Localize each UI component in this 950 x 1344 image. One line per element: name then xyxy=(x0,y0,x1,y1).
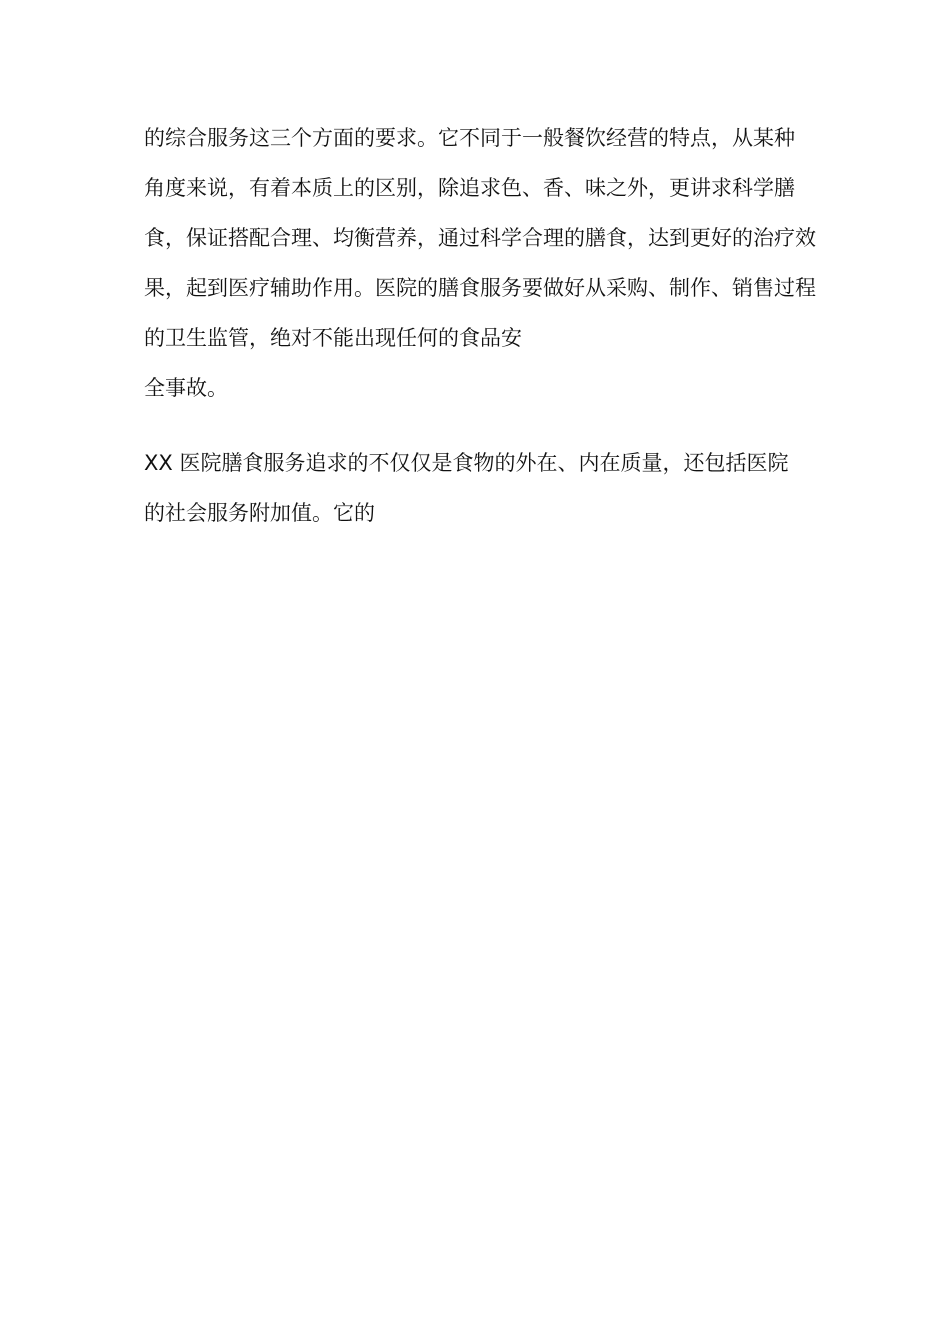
paragraph-1 xyxy=(144,113,834,413)
paragraph-2 xyxy=(144,438,834,538)
text-line: 的社会服务附加值。它的 xyxy=(144,501,375,525)
text-line: 的卫生监管，绝对不能出现任何的食品安 xyxy=(144,326,522,350)
text-line: XX 医院膳食服务追求的不仅仅是食物的外在、内在质量，还包括医院 xyxy=(144,451,789,475)
text-line: 的综合服务这三个方面的要求。它不同于一般餐饮经营的特点，从某种 xyxy=(144,126,795,150)
text-line: 食，保证搭配合理、均衡营养，通过科学合理的膳食，达到更好的治疗效 xyxy=(144,226,816,250)
text-line: 角度来说，有着本质上的区别，除追求色、香、味之外，更讲求科学膳 xyxy=(144,176,795,200)
text-line: 全事故。 xyxy=(144,376,228,400)
text-line: 果，起到医疗辅助作用。医院的膳食服务要做好从采购、制作、销售过程 xyxy=(144,276,816,300)
